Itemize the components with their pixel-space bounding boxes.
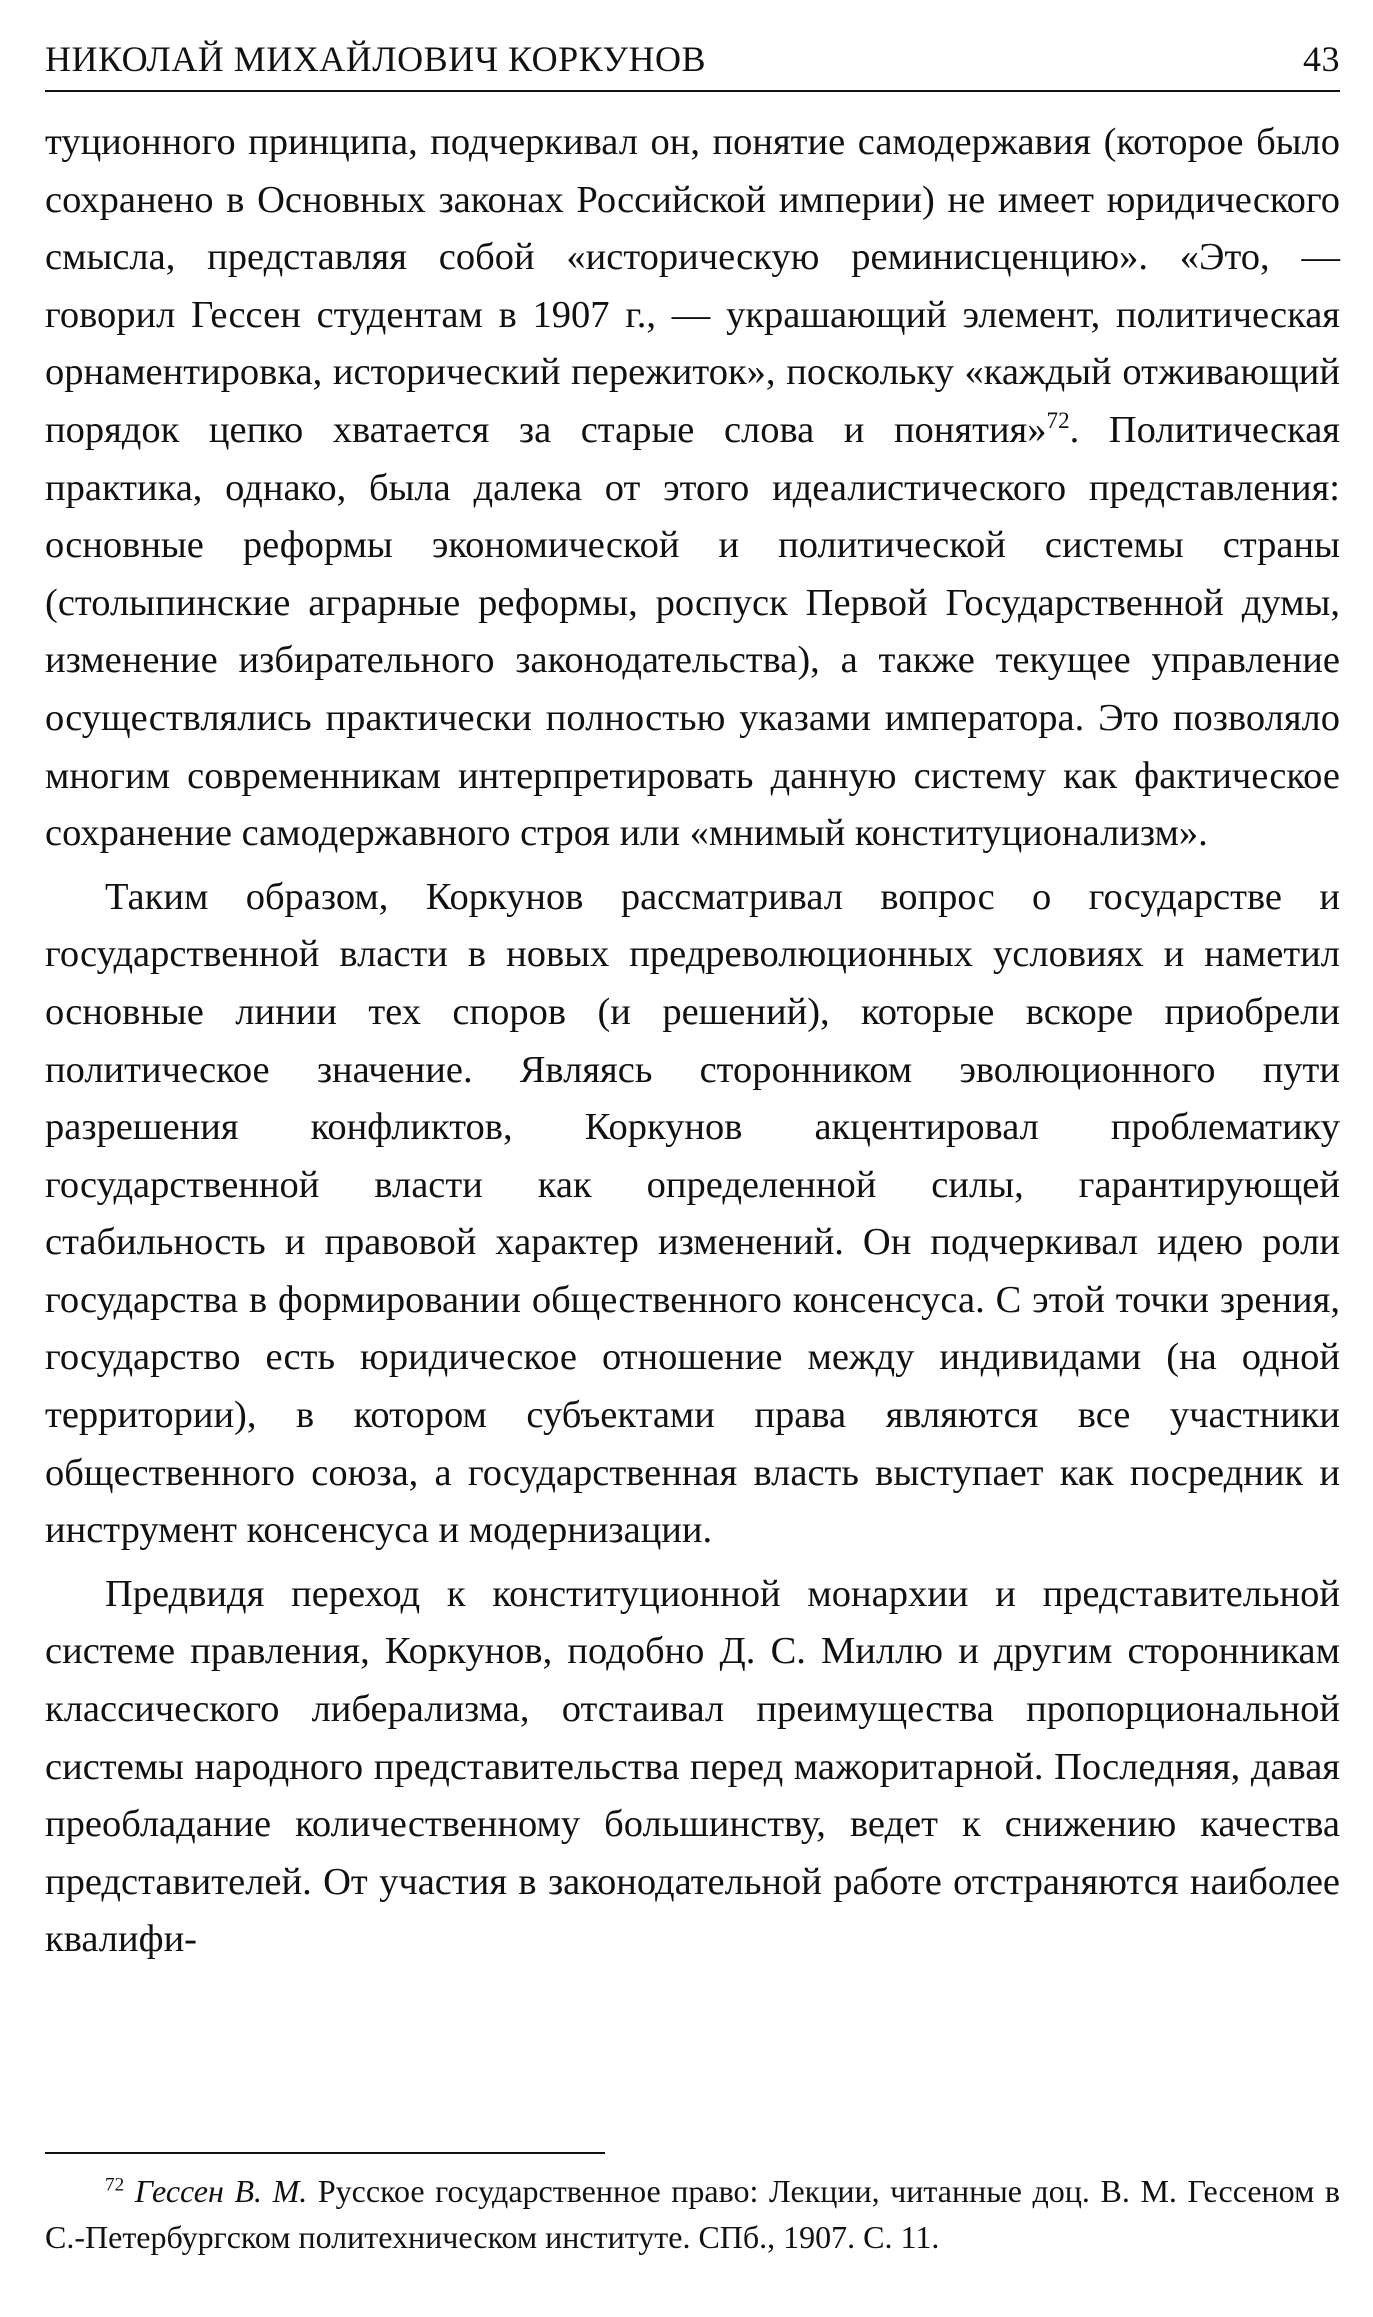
paragraph-text-after-note: . Политическая практика, однако, была далека от этого идеалистического представления: основные реформы экономической и политической системы страны (столыпинские аграрные реформы, роспуск Первой Государственной думы, изменение избирательного законодательства), а также текущее управление осуществлялись практически полностью указами императора. Это позволяло многим современникам интерпретировать данную систему как фактическое сохранение самодержавного строя или «мнимый конституционализм». xyxy=(45,408,1340,855)
footnote-text: Русское государственное право: Лекции, читанные доц. В. М. Гессеном в С.-Петербургском политехническом институте. СПб., 1907. С. 11. xyxy=(45,2173,1341,2255)
paragraph-text-before-note: туционного принципа, подчеркивал он, понятие самодержавия (которое было сохранено в Основных законах Российской империи) не имеет юридического смысла, представляя собой «историческую реминисценцию». «Это, — говорил Гессен студентам в 1907 г., — украшающий элемент, политическая орнаментировка, исторический пережиток», поскольку «каждый отживающий порядок цепко хватается за старые слова и понятия» xyxy=(45,121,1340,451)
footnote-body xyxy=(45,2168,1340,2260)
paragraph: Таким образом, Коркунов рассматривал вопрос о государстве и государственной власти в новых предреволюционных условиях и наметил основные линии тех споров (и решений), которые вскоре приобрели политическое значение. Являясь сторонником эволюционного пути разрешения конфликтов, Коркунов акцентировал проблематику государственной власти как определенной силы, гарантирующей стабильность и правовой характер изменений. Он подчеркивал идею роли государства в формировании общественного консенсуса. С этой точки зрения, государство есть юридическое отношение между индивидами (на одной территории), в котором субъектами права являются все участники общественного союза, а государственная власть выступает как посредник и инструмент консенсуса и модернизации. xyxy=(45,875,1340,1552)
book-page xyxy=(45,28,1340,2288)
page-number: 43 xyxy=(1303,39,1340,79)
running-header xyxy=(45,28,1340,92)
footnote-number: 72 xyxy=(105,2174,125,2196)
running-head-author: НИКОЛАЙ МИХАЙЛОВИЧ КОРКУНОВ xyxy=(45,39,706,79)
footnote-separator xyxy=(45,2152,605,2154)
footnote xyxy=(45,2168,1340,2260)
footnote-reference: 72 xyxy=(1046,407,1070,434)
main-text xyxy=(45,114,1340,1969)
paragraph: Предвидя переход к конституционной монархии и представительной системе правления, Коркунов, подобно Д. С. Миллю и другим сторонникам классического либерализма, отстаивал преимущества пропорциональной системы народного представительства перед мажоритарной. Последняя, давая преобладание количественному большинству, ведет к снижению качества представителей. От участия в законодательной работе отстраняются наиболее квалифи- xyxy=(45,1572,1340,1961)
paragraph-continued xyxy=(45,114,1340,863)
footnote-author: Гессен В. М. xyxy=(134,2173,308,2209)
